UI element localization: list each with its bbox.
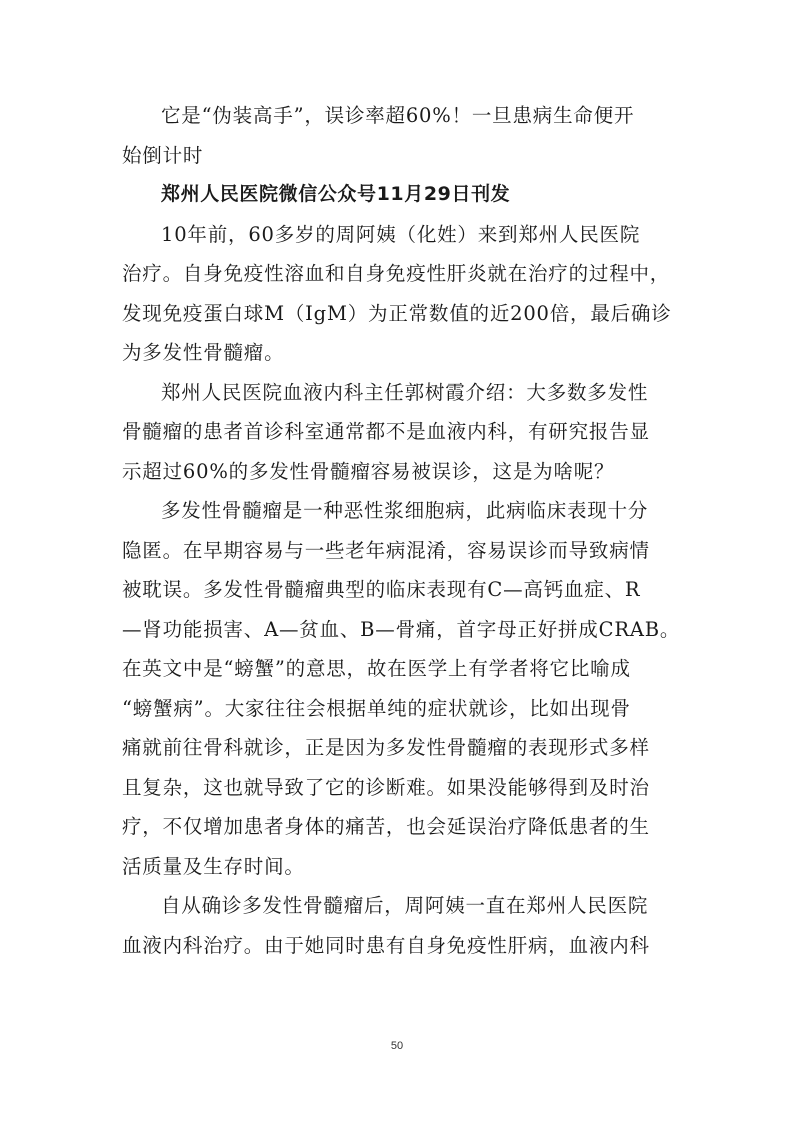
paragraph-4-line-2: 血液内科治疗。由于她同时患有自身免疫性肝病，血液内科	[122, 933, 650, 957]
paragraph-3-line-6: “螃蟹病”。大家往往会根据单纯的症状就诊，比如出现骨	[122, 696, 631, 720]
paragraph-3-line-3: 被耽误。多发性骨髓瘤典型的临床表现有C—高钙血症、R	[122, 578, 641, 601]
paragraph-4-line-1: 自从确诊多发性骨髓瘤后，周阿姨一直在郑州人民医院	[161, 894, 649, 917]
paragraph-3-line-7: 痛就前往骨科就诊，正是因为多发性骨髓瘤的表现形式多样	[122, 736, 650, 759]
document-body	[122, 96, 682, 965]
paragraph-3-line-9: 疗，不仅增加患者身体的痛苦，也会延误治疗降低患者的生	[122, 815, 650, 838]
paragraph-1-line-3: 发现免疫蛋白球M（IgM）为正常数值的近200倍，最后确诊	[122, 301, 672, 325]
title-line-2: 始倒计时	[122, 143, 204, 167]
paragraph-3-line-2: 隐匿。在早期容易与一些老年病混淆，容易误诊而导致病情	[122, 538, 650, 562]
paragraph-3-line-5: 在英文中是“螃蟹”的意思，故在医学上有学者将它比喻成	[122, 657, 631, 680]
paragraph-3-line-4: —肾功能损害、A—贫血、B—骨痛，首字母正好拼成CRAB。	[122, 617, 681, 641]
paragraph-3-line-1: 多发性骨髓瘤是一种恶性浆细胞病，此病临床表现十分	[161, 499, 649, 522]
paragraph-3-line-10: 活质量及生存时间。	[122, 854, 305, 878]
paragraph-3-line-8: 且复杂，这也就导致了它的诊断难。如果没能够得到及时治	[122, 775, 650, 799]
paragraph-1-line-4: 为多发性骨髓瘤。	[122, 341, 285, 364]
page-number: 50	[390, 1040, 404, 1052]
paragraph-1-line-2: 治疗。自身免疫性溶血和自身免疫性肝炎就在治疗的过程中，	[122, 262, 671, 285]
paragraph-2-line-1: 郑州人民医院血液内科主任郭树霞介绍：大多数多发性	[161, 380, 649, 404]
title-line-1: 它是“伪装高手”，误诊率超60%！一旦患病生命便开	[161, 104, 635, 127]
paragraph-1-line-1: 10年前，60多岁的周阿姨（化姓）来到郑州人民医院	[161, 222, 641, 246]
source-line: 郑州人民医院微信公众号11月29日刊发	[161, 183, 511, 205]
paragraph-2-line-3: 示超过60%的多发性骨髓瘤容易被误诊，这是为啥呢？	[122, 459, 615, 483]
paragraph-2-line-2: 骨髓瘤的患者首诊科室通常都不是血液内科，有研究报告显	[122, 420, 650, 443]
